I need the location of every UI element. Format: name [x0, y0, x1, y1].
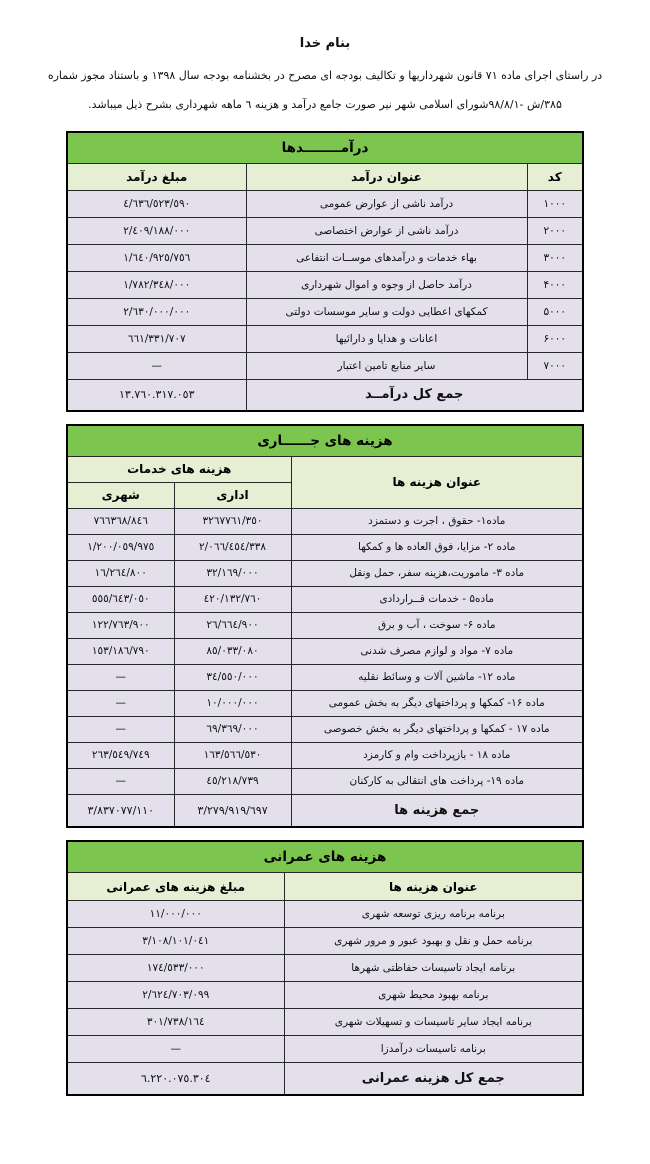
table-cell: سایر منابع تامین اعتبار	[246, 353, 527, 380]
table-cell: ٢/٤٠٩/١٨٨/٠٠٠	[67, 218, 246, 245]
section-header-row	[67, 425, 583, 457]
table-row	[67, 901, 583, 928]
table-cell: ماده ۱۲- ماشین آلات و وسائط نقلیه	[291, 664, 583, 690]
total-amount: ٣/٢٧٩/٩١٩/٦٩٧	[174, 794, 291, 827]
table-cell: ٢٦٣/٥٤٩/٧٤٩	[67, 742, 174, 768]
table-cell: برنامه تاسیسات درآمدزا	[284, 1036, 583, 1063]
total-row	[67, 1063, 583, 1095]
table-cell: ۷۰۰۰	[527, 353, 583, 380]
table-cell: ماده۵ - خدمات قــراردادی	[291, 586, 583, 612]
column-header: اداری	[174, 482, 291, 508]
table-cell: ۱۰۰۰	[527, 191, 583, 218]
column-header: هزینه های خدمات	[67, 456, 291, 482]
table-row	[67, 742, 583, 768]
table-cell: —	[67, 768, 174, 794]
table-row	[67, 299, 583, 326]
column-header: مبلغ هزینه های عمرانی	[67, 873, 284, 901]
section-title: درآمــــــــدها	[67, 132, 583, 164]
table-cell: ٤/٦٣٦/٥٢٣/٥٩٠	[67, 191, 246, 218]
table-cell: —	[67, 664, 174, 690]
intro-line-2: ۳۸۵/ش -۹۸/۸/۱شورای اسلامی شهر نیر صورت جامع درآمد و هزینه ٦ ماهه شهرداری بشرح ذیل میباشد.	[88, 98, 562, 111]
total-label: جمع کل درآمــد	[246, 380, 583, 411]
table-cell: درآمد حاصل از وجوه و اموال شهرداری	[246, 272, 527, 299]
table-cell: ١١/٠٠٠/٠٠٠	[67, 901, 284, 928]
table-cell: ٧٦٦٣٦٨/٨٤٦	[67, 508, 174, 534]
intro-paragraph	[36, 61, 614, 119]
table-row	[67, 638, 583, 664]
table-cell: ماده۱- حقوق ، اجرت و دستمزد	[291, 508, 583, 534]
table-cell: ٢٦/٦٦٤/٩٠٠	[174, 612, 291, 638]
table-row	[67, 560, 583, 586]
table-row	[67, 955, 583, 982]
intro-line-1: در راستای اجرای ماده ۷۱ قانون شهرداریها و تکالیف بودجه ای مصرح در بخشنامه بودجه سال ۱۳۹۸ و باستناد مجوز شماره	[47, 69, 603, 82]
table-cell: ۲۰۰۰	[527, 218, 583, 245]
table-cell: ماده ۲- مزایا، فوق العاده ها و کمکها	[291, 534, 583, 560]
column-header-row	[67, 164, 583, 191]
table-cell: ٣٢٦٧٧٦١/٣٥٠	[174, 508, 291, 534]
table-cell: ١٦/٢٦٤/٨٠٠	[67, 560, 174, 586]
table-cell: ماده ۶- سوخت ، آب و برق	[291, 612, 583, 638]
column-header: شهری	[67, 482, 174, 508]
table-cell: ۴۰۰۰	[527, 272, 583, 299]
table-cell: اعانات و هدایا و دارائیها	[246, 326, 527, 353]
table-cell: ۳۰۰۰	[527, 245, 583, 272]
table-row	[67, 690, 583, 716]
table-cell: —	[67, 690, 174, 716]
table-cell: کمکهای اعطایی دولت و سایر موسسات دولتی	[246, 299, 527, 326]
table-cell: ٤٥/٢١٨/٧٣٩	[174, 768, 291, 794]
total-amount: ٣/٨٣٧٠٧٧/١١٠	[67, 794, 174, 827]
table-cell: برنامه حمل و نقل و بهبود عبور و مرور شهری	[284, 928, 583, 955]
total-label: جمع کل هزینه عمرانی	[284, 1063, 583, 1095]
column-header-row	[67, 456, 583, 482]
table-cell: ماده ۳- ماموریت،هزینه سفر، حمل ونقل	[291, 560, 583, 586]
table-cell: ١/٢٠٠/٠٥٩/٩٧٥	[67, 534, 174, 560]
table-cell: برنامه ایجاد تاسیسات حفاظتی شهرها	[284, 955, 583, 982]
table-row	[67, 716, 583, 742]
table-cell: ١/٦٤٠/٩٢٥/٧٥٦	[67, 245, 246, 272]
table-cell: ٥٥٥/٦٤٣/٠٥٠	[67, 586, 174, 612]
table-row	[67, 612, 583, 638]
table-row	[67, 534, 583, 560]
table-row	[67, 326, 583, 353]
table-cell: ٨٥/٠٣٣/٠٨٠	[174, 638, 291, 664]
table-row	[67, 191, 583, 218]
table-cell: —	[67, 353, 246, 380]
table-cell: ٦٦١/٣٣١/٧٠٧	[67, 326, 246, 353]
total-label: جمع هزینه ها	[291, 794, 583, 827]
total-row	[67, 380, 583, 411]
table-cell: ١٢٢/٧٦٣/٩٠٠	[67, 612, 174, 638]
table-cell: ماده ۱۶- کمکها و پرداختهای دیگر به بخش عمومی	[291, 690, 583, 716]
table-row	[67, 353, 583, 380]
table-cell: درآمد ناشی از عوارض اختصاصی	[246, 218, 527, 245]
table-cell: ۵۰۰۰	[527, 299, 583, 326]
table-row	[67, 508, 583, 534]
budget-table-current-expenses	[66, 424, 584, 829]
tables-container	[0, 131, 650, 1096]
table-row	[67, 272, 583, 299]
section-title: هزینه های جــــــاری	[67, 425, 583, 457]
table-cell: ١٧٤/٥٣٣/٠٠٠	[67, 955, 284, 982]
table-cell: —	[67, 716, 174, 742]
column-header: مبلغ درآمد	[67, 164, 246, 191]
table-row	[67, 1036, 583, 1063]
table-cell: —	[67, 1036, 284, 1063]
table-row	[67, 768, 583, 794]
table-cell: برنامه ایجاد سایر تاسیسات و تسهیلات شهری	[284, 1009, 583, 1036]
table-row	[67, 1009, 583, 1036]
table-cell: ماده ۱۷ - کمکها و پرداختهای دیگر به بخش خصوصی	[291, 716, 583, 742]
table-row	[67, 218, 583, 245]
table-cell: ٢/٦٢٤/٧٠٣/٠٩٩	[67, 982, 284, 1009]
total-row	[67, 794, 583, 827]
budget-table-revenues	[66, 131, 584, 412]
table-cell: برنامه برنامه ریزی توسعه شهری	[284, 901, 583, 928]
table-cell: ٣٢/١٦٩/٠٠٠	[174, 560, 291, 586]
column-header: عنوان هزینه ها	[284, 873, 583, 901]
table-cell: ماده ۷- مواد و لوازم مصرف شدنی	[291, 638, 583, 664]
table-cell: ٦٩/٣٦٩/٠٠٠	[174, 716, 291, 742]
column-header: عنوان هزینه ها	[291, 456, 583, 508]
budget-table-construction-expenses	[66, 840, 584, 1096]
table-cell: ماده ۱۸ - بازپرداخت وام و کارمزد	[291, 742, 583, 768]
total-amount: ٦.٢٢٠.٠٧٥.٣٠٤	[67, 1063, 284, 1095]
total-amount: ١٣.٧٦٠.٣١٧.٠٥٣	[67, 380, 246, 411]
table-cell: بهاء خدمات و درآمدهای موســات انتفاعی	[246, 245, 527, 272]
table-cell: ١٥٣/١٨٦/٧٩٠	[67, 638, 174, 664]
table-row	[67, 586, 583, 612]
column-header-row	[67, 873, 583, 901]
table-cell: برنامه بهبود محیط شهری	[284, 982, 583, 1009]
column-header: کد	[527, 164, 583, 191]
table-cell: ٢/٦٣٠/٠٠٠/٠٠٠	[67, 299, 246, 326]
table-cell: ٤٢٠/١٣٢/٧٦٠	[174, 586, 291, 612]
table-cell: درآمد ناشی از عوارض عمومی	[246, 191, 527, 218]
table-cell: ١٠/٠٠٠/٠٠٠	[174, 690, 291, 716]
table-cell: ۶۰۰۰	[527, 326, 583, 353]
table-row	[67, 245, 583, 272]
table-cell: ١/٧٨٢/٣٤٨/٠٠٠	[67, 272, 246, 299]
section-title: هزینه های عمرانی	[67, 841, 583, 873]
section-header-row	[67, 841, 583, 873]
table-cell: ماده ۱۹- پرداخت های انتقالی به کارکنان	[291, 768, 583, 794]
table-cell: ٣/١٠٨/١٠١/٠٤١	[67, 928, 284, 955]
table-cell: ٣٠١/٧٣٨/١٦٤	[67, 1009, 284, 1036]
table-row	[67, 982, 583, 1009]
table-cell: ١٦٣/٥٦٦/٥٣٠	[174, 742, 291, 768]
section-header-row	[67, 132, 583, 164]
column-header: عنوان درآمد	[246, 164, 527, 191]
table-cell: ٢/٠٦٦/٤٥٤/٣٣٨	[174, 534, 291, 560]
table-row	[67, 928, 583, 955]
table-row	[67, 664, 583, 690]
table-cell: ٣٤/٥٥٠/٠٠٠	[174, 664, 291, 690]
bismillah-title: بنام خدا	[299, 36, 351, 51]
